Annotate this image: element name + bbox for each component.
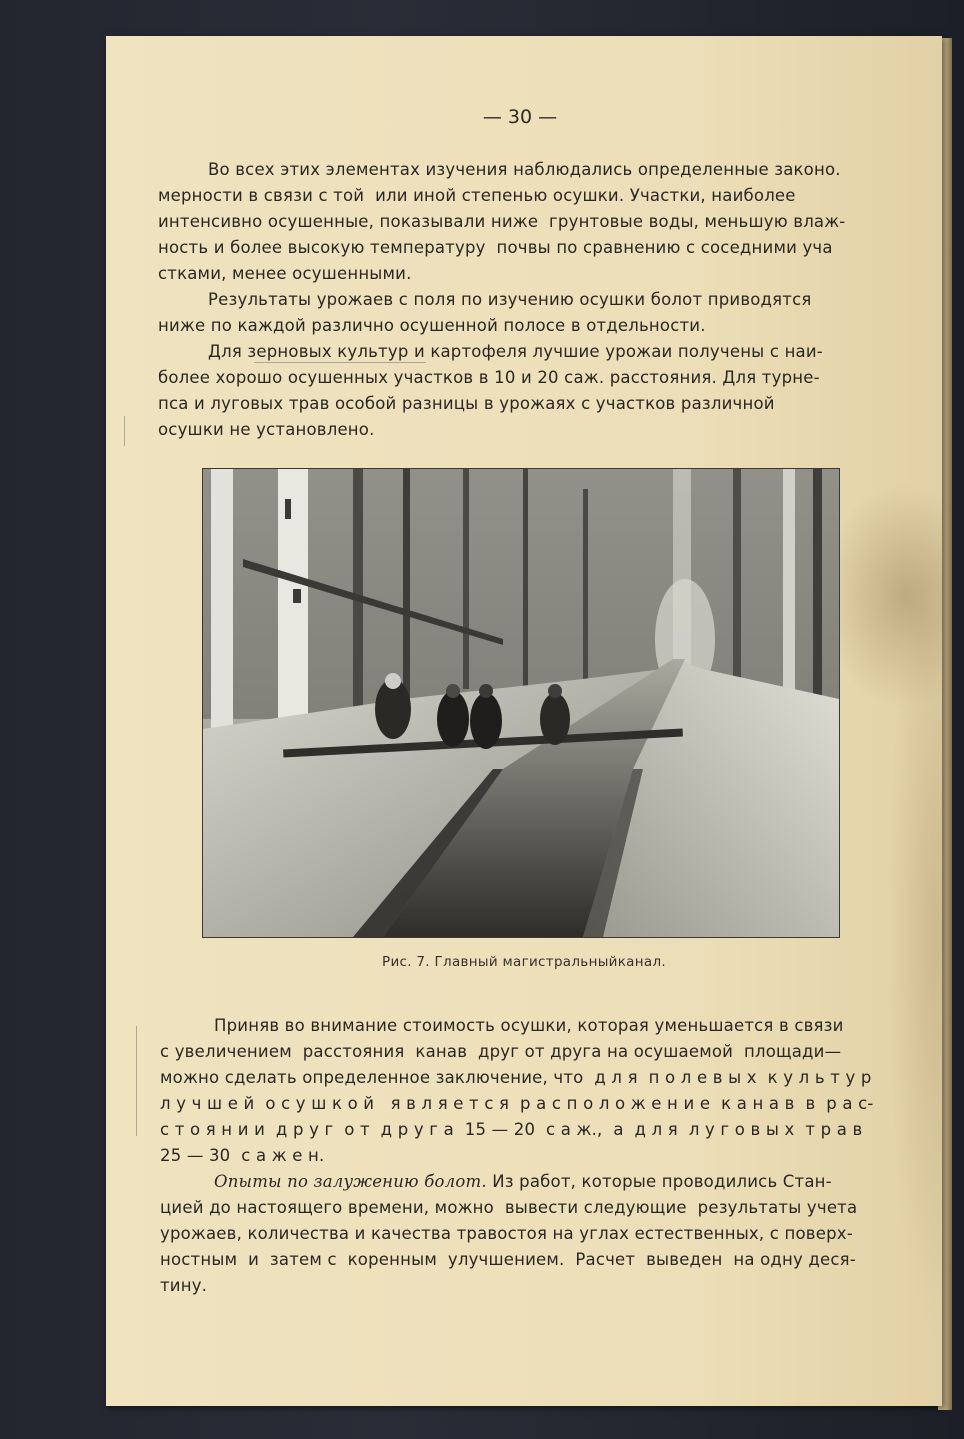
paragraph-2-line-1: Результаты урожаев с поля по изучению осушки болот приводятся [208,290,812,309]
paragraph-5-line-2: цией до настоящего времени, можно вывести следующие результаты учета [160,1198,858,1217]
figure-caption: Рис. 7. Главный магистральныйканал. [382,954,666,970]
page-number: — 30 — [482,106,558,128]
paragraph-4-line-1: Приняв во внимание стоимость осушки, которая уменьшается в связи [214,1016,844,1035]
pencil-underline [254,362,426,363]
paragraph-2-line-2: ниже по каждой различно осушенной полосе в отдельности. [158,316,706,335]
canal-photo [202,468,840,938]
book-page [106,36,942,1406]
paragraph-4-line-3: можно сделать определенное заключение, что д л я п о л е в ы х к у л ь т у р [160,1068,872,1087]
paragraph-1-line-4: ность и более высокую температуру почвы по сравнению с соседними уча [158,238,833,257]
italic-heading: Опыты по залужению болот. [214,1172,487,1191]
pencil-margin-line [136,1026,137,1136]
paragraph-5-line-5: тину. [160,1276,208,1295]
paragraph-4-line-5: с т о я н и и д р у г о т д р у г а 15 — 20 с а ж., а д л я л у г о в ы х т р а в [160,1120,863,1139]
paragraph-3-line-3: пса и луговых трав особой разницы в урожаях с участков различной [158,394,775,413]
paragraph-3-line-4: осушки не установлено. [158,420,375,439]
paragraph-3-line-1: Для зерновых культур и картофеля лучшие урожаи получены с наи- [208,342,823,361]
paragraph-4-line-4: л у ч ш е й о с у ш к о й я в л я е т с я р а с п о л о ж е н и е к а н а в в р а с- [160,1094,874,1113]
paragraph-5-line-4: ностным и затем с коренным улучшением. Расчет выведен на одну деся- [160,1250,856,1269]
paragraph-1-line-3: интенсивно осушенные, показывали ниже грунтовые воды, меньшую влаж- [158,212,846,231]
paragraph-1-line-2: мерности в связи с той или иной степенью осушки. Участки, наиболее [158,186,796,205]
pencil-margin-mark [124,416,125,446]
paragraph-4-line-6: 25 — 30 с а ж е н. [160,1146,325,1165]
canal-photo-icon [203,469,839,937]
paragraph-4-line-2: с увеличением расстояния канав друг от друга на осушаемой площади— [160,1042,842,1061]
paragraph-5-line-1 [214,1172,832,1191]
paragraph-1-line-5: стками, менее осушенными. [158,264,412,283]
paragraph-5-line-1-text: Из работ, которые проводились Стан- [486,1172,832,1191]
paragraph-1-line-1: Во всех этих элементах изучения наблюдались определенные законо. [208,160,841,179]
paragraph-5-line-3: урожаев, количества и качества травостоя на углах естественных, с поверх- [160,1224,853,1243]
paragraph-3-line-2: более хорошо осушенных участков в 10 и 20 саж. расстояния. Для турне- [158,368,820,387]
